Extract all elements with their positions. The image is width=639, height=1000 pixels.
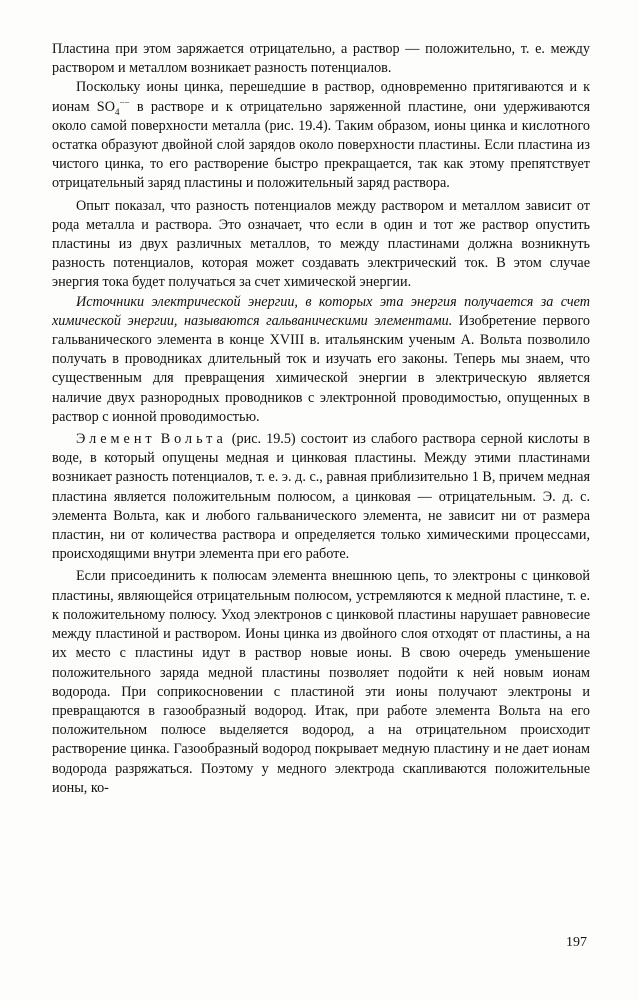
paragraph-3: Опыт показал, что разность потенциалов между раствором и металлом зависит от рода металла и раствора. Это означает, что если в один и тот же раствор опустить пластины из двух различных металлов, то между пластинами должна возникнуть разность потенциалов, которая может создавать электрический ток. В этом случае энергия тока будет получаться за счет химической энергии.: [52, 197, 590, 291]
sulfate-charge: −−: [119, 96, 130, 107]
paragraph-4-rest: Изобретение первого гальванического элемента в конце XVIII в. итальянским ученым А. Вольта позволило получать в проводниках длительный ток и изучать его законы. Теперь мы знаем, что существенным для превращения химической энергии в электрическую является наличие двух разнородных проводников с электронной проводимостью, опущенных в раствор с ионной проводимостью.: [52, 312, 590, 425]
sulfate-subscript: 4: [114, 106, 120, 117]
paragraph-5-rest: (рис. 19.5) состоит из слабого раствора серной кислоты в воде, в который опущены медная и цинковая пластины. Между этими пластинами возникает разность потенциалов, т. е. э. д. с., равная приблизительно 1 В, причем медная пластина является положительным полюсом, а цинковая — отрицательным. Э. д. с. элемента Вольта, как и любого гальванического элемента, не зависит ни от размера пластин, ни от количества раствора и определяется только химическими процессами, происходящими внутри элемента при его работе.: [52, 431, 591, 563]
page-number: 197: [566, 935, 587, 950]
paragraph-2: [52, 78, 590, 193]
spaced-term-volta: Вольта: [160, 431, 227, 448]
paragraph-4: [52, 293, 590, 427]
paragraph-2-before: Поскольку ионы цинка, перешедшие в раствор, одновременно притягиваются и к ионам SO: [52, 79, 590, 115]
paragraph-5: [52, 430, 590, 564]
paragraph-2-after: в растворе и к отрицательно заряженной пластине, они удерживаются около самой поверхности металла (рис. 19.4). Таким образом, ионы цинка и кислотного остатка образуют двойной слой зарядов около поверхности пластины. Если пластина из чистого цинка, то его растворение быстро прекращается, так как этому препятствует отрицательный заряд пластины и положительный заряд раствора.: [52, 98, 590, 192]
page-text: [52, 40, 590, 798]
spaced-term-element: Элемент: [76, 431, 156, 448]
paragraph-1: Пластина при этом заряжается отрицательно, а раствор — положительно, т. е. между раствором и металлом возникает разность потенциалов.: [52, 41, 590, 77]
definition-italic: Источники электрической энергии, в которых эта энергия получается за счет химической энергии, называются гальваническими элементами.: [52, 293, 590, 329]
paragraph-6: Если присоединить к полюсам элемента внешнюю цепь, то электроны с цинковой пластины, являющейся отрицательным полюсом, устремляются к медной пластине, т. е. к положительному полюсу. Уход электронов с цинковой пластины нарушает равновесие между пластиной и раствором. Ионы цинка из двойного слоя отходят от пластины, а на их место с пластины идут в раствор новые ионы. В свою очередь уменьшение положительного заряда медной пластины позволяет подойти к ней новым ионам водорода. При соприкосновении с пластиной эти ионы получают электроны и превращаются в газообразный водород. Итак, при работе элемента Вольта на его положительном полюсе выделяется водород, а на отрицательном происходит растворение цинка. Газообразный водород покрывает медную пластину и не дает ионам водорода разряжаться. Поэтому у медного электрода скапливаются положительные ионы, ко-: [52, 568, 590, 796]
